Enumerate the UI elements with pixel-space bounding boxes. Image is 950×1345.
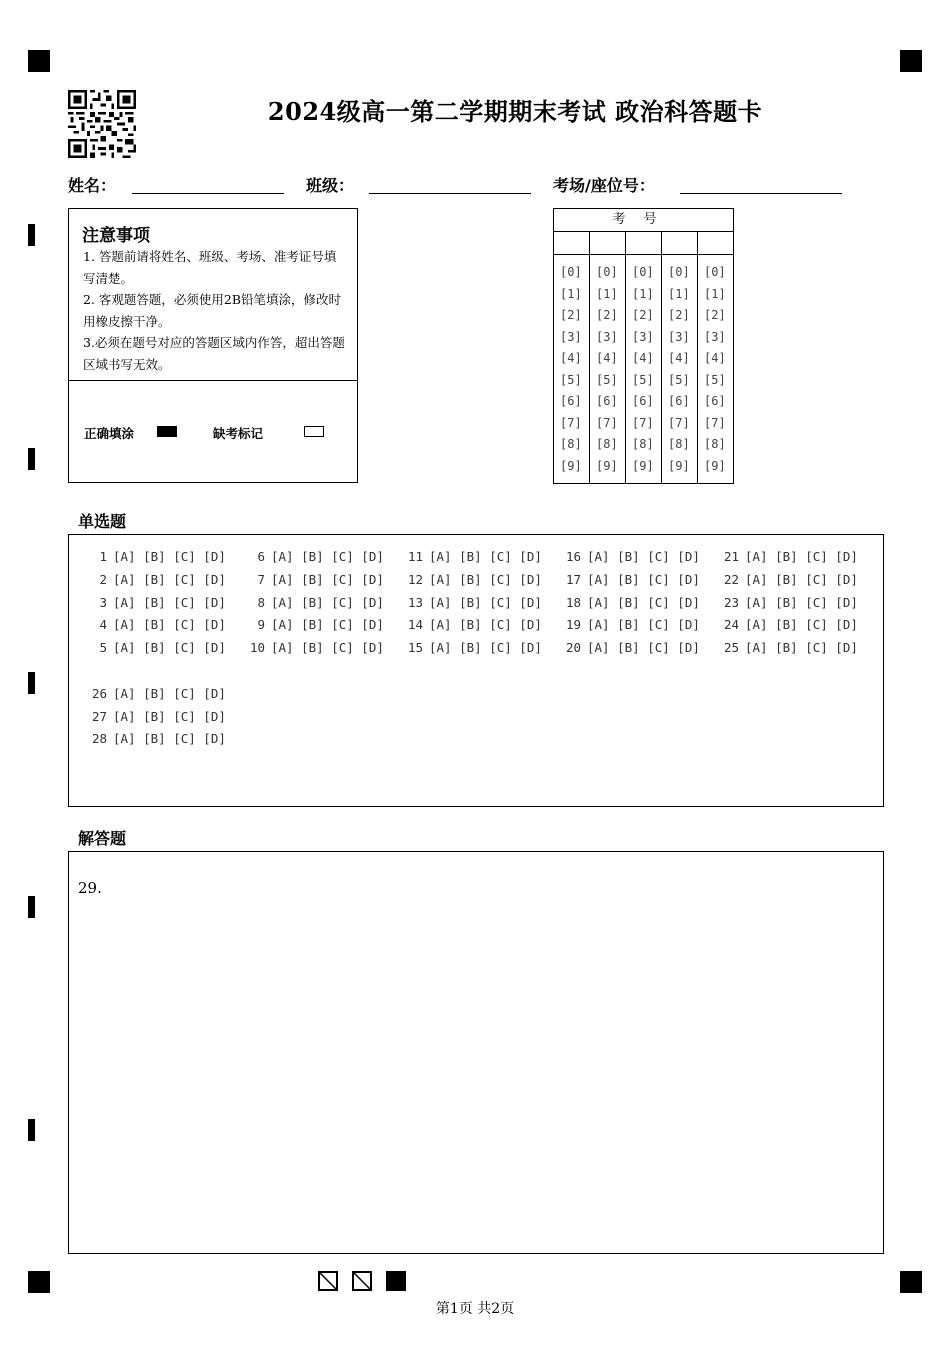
- exam-id-digit-bubble[interactable]: [1]: [668, 286, 690, 301]
- exam-id-digit-bubble[interactable]: [7]: [704, 415, 726, 430]
- answer-options[interactable]: [A] [B] [C] [D]: [745, 549, 858, 564]
- absent-label: 缺考标记: [213, 426, 264, 441]
- question-number: 6: [257, 549, 265, 564]
- corner-mark-bottom-left: [28, 1271, 50, 1293]
- notice-item: 1. 答题前请将姓名、班级、考场、准考证号填写清楚。: [83, 249, 337, 286]
- seat-label: 考场/座位号：: [553, 176, 655, 195]
- exam-id-digit-bubble[interactable]: [7]: [632, 415, 654, 430]
- exam-id-digit-bubble[interactable]: [4]: [596, 351, 618, 365]
- column-divider: [661, 231, 662, 483]
- answer-options[interactable]: [A] [B] [C] [D]: [113, 617, 226, 633]
- choice-question-row[interactable]: [241, 572, 384, 587]
- exam-id-digit-bubble[interactable]: [6]: [668, 394, 690, 408]
- choice-question-row[interactable]: [83, 549, 226, 564]
- choice-question-row[interactable]: [83, 709, 226, 724]
- timing-mark: [28, 448, 35, 470]
- question-number: 23: [723, 594, 739, 610]
- exam-id-digit-bubble[interactable]: [3]: [560, 329, 582, 344]
- choice-question-row[interactable]: [83, 686, 226, 701]
- answer-options[interactable]: [A] [B] [C] [D]: [587, 640, 700, 656]
- exam-id-digit-bubble[interactable]: [4]: [560, 351, 582, 365]
- exam-id-digit-bubble[interactable]: [2]: [668, 308, 690, 322]
- question-number: 14: [407, 617, 423, 633]
- choice-question-row[interactable]: [241, 549, 384, 564]
- answer-options[interactable]: [A] [B] [C] [D]: [745, 617, 858, 633]
- exam-id-digit-bubble[interactable]: [5]: [632, 372, 654, 387]
- exam-id-digit-bubble[interactable]: [3]: [596, 329, 618, 344]
- exam-id-digit-bubble[interactable]: [3]: [632, 329, 654, 344]
- exam-id-digit-bubble[interactable]: [5]: [704, 372, 726, 387]
- choice-question-row[interactable]: [241, 617, 384, 632]
- name-field[interactable]: [132, 193, 284, 194]
- exam-id-digit-bubble[interactable]: [3]: [704, 329, 726, 344]
- exam-id-digit-bubble[interactable]: [9]: [632, 458, 654, 473]
- choice-question-row[interactable]: [83, 617, 226, 632]
- choice-question-row[interactable]: [83, 640, 226, 655]
- column-divider: [625, 231, 626, 483]
- question-number: 22: [723, 571, 739, 587]
- choice-question-row[interactable]: [715, 617, 858, 632]
- choice-answer-box: [68, 534, 884, 807]
- question-number: 21: [723, 549, 739, 564]
- question-number: 11: [407, 549, 423, 564]
- class-field[interactable]: [369, 193, 531, 194]
- exam-id-digit-bubble[interactable]: [2]: [632, 308, 654, 322]
- exam-id-digit-bubble[interactable]: [9]: [596, 458, 618, 473]
- correct-fill-sample: [157, 426, 177, 437]
- exam-id-digit-bubble[interactable]: [9]: [668, 458, 690, 473]
- exam-id-digit-bubble[interactable]: [8]: [704, 437, 726, 451]
- exam-id-digit-bubble[interactable]: [8]: [560, 437, 582, 451]
- exam-id-digit-bubble[interactable]: [9]: [704, 458, 726, 473]
- answer-options[interactable]: [A] [B] [C] [D]: [429, 571, 542, 587]
- choice-question-row[interactable]: [83, 572, 226, 587]
- exam-id-digit-bubble[interactable]: [0]: [668, 265, 690, 279]
- exam-id-digit-bubble[interactable]: [6]: [704, 394, 726, 408]
- question-number: 5: [99, 640, 107, 656]
- exam-id-digit-bubble[interactable]: [6]: [560, 394, 582, 408]
- correct-fill-label: 正确填涂: [84, 426, 135, 441]
- choice-question-row[interactable]: [715, 572, 858, 587]
- answer-options[interactable]: [A] [B] [C] [D]: [113, 731, 226, 747]
- question-number: 20: [565, 640, 581, 656]
- question-number: 29.: [78, 879, 102, 897]
- exam-id-digit-bubble[interactable]: [1]: [560, 286, 582, 301]
- answer-options[interactable]: [A] [B] [C] [D]: [271, 571, 384, 587]
- answer-options[interactable]: [A] [B] [C] [D]: [429, 640, 542, 656]
- answer-options[interactable]: [A] [B] [C] [D]: [113, 708, 226, 724]
- exam-id-digit-bubble[interactable]: [3]: [668, 329, 690, 344]
- choice-question-row[interactable]: [83, 731, 226, 746]
- exam-id-digit-bubble[interactable]: [4]: [704, 351, 726, 365]
- choice-question-row[interactable]: [557, 640, 700, 655]
- exam-id-digit-bubble[interactable]: [0]: [704, 265, 726, 279]
- page-mark-filled: [386, 1271, 406, 1291]
- choice-question-row[interactable]: [399, 549, 542, 564]
- question-number: 9: [257, 617, 265, 633]
- corner-mark-top-right: [900, 50, 922, 72]
- exam-id-box: [553, 208, 734, 484]
- choice-question-row[interactable]: [399, 640, 542, 655]
- column-divider: [697, 231, 698, 483]
- exam-id-title: 考号: [554, 209, 733, 232]
- answer-options[interactable]: [A] [B] [C] [D]: [587, 617, 700, 633]
- timing-mark: [28, 224, 35, 246]
- question-number: 27: [91, 708, 107, 724]
- answer-options[interactable]: [A] [B] [C] [D]: [271, 640, 384, 656]
- answer-options[interactable]: [A] [B] [C] [D]: [113, 594, 226, 610]
- choice-question-row[interactable]: [241, 640, 384, 655]
- answer-section-title: 解答题: [78, 829, 127, 848]
- choice-question-row[interactable]: [83, 595, 226, 610]
- exam-id-digit-bubble[interactable]: [8]: [668, 437, 690, 451]
- name-label: 姓名：: [68, 176, 117, 195]
- exam-id-digit-bubble[interactable]: [6]: [596, 394, 618, 408]
- question-number: 2: [99, 571, 107, 587]
- exam-id-digit-bubble[interactable]: [9]: [560, 458, 582, 473]
- answer-options[interactable]: [A] [B] [C] [D]: [745, 571, 858, 587]
- answer-options[interactable]: [A] [B] [C] [D]: [429, 549, 542, 564]
- question-number: 4: [99, 617, 107, 633]
- absent-checkbox[interactable]: [304, 426, 324, 437]
- question-number: 8: [257, 594, 265, 610]
- answer-options[interactable]: [A] [B] [C] [D]: [271, 617, 384, 633]
- notice-item: 2. 客观题答题，必须使用2B铅笔填涂，修改时用橡皮擦干净。: [83, 292, 342, 329]
- exam-id-write-row: [554, 254, 733, 255]
- answer-options[interactable]: [A] [B] [C] [D]: [113, 571, 226, 587]
- answer-options[interactable]: [A] [B] [C] [D]: [587, 571, 700, 587]
- corner-mark-top-left: [28, 50, 50, 72]
- answer-options[interactable]: [A] [B] [C] [D]: [429, 594, 542, 610]
- exam-id-digit-bubble[interactable]: [5]: [560, 372, 582, 387]
- question-number: 1: [99, 549, 107, 564]
- exam-id-digit-bubble[interactable]: [5]: [668, 372, 690, 387]
- question-number: 28: [91, 731, 107, 747]
- answer-options[interactable]: [A] [B] [C] [D]: [271, 594, 384, 610]
- choice-question-row[interactable]: [715, 640, 858, 655]
- choice-question-row[interactable]: [715, 595, 858, 610]
- timing-mark: [28, 672, 35, 694]
- question-number: 7: [257, 571, 265, 587]
- question-number: 19: [565, 617, 581, 633]
- exam-id-digit-bubble[interactable]: [4]: [632, 351, 654, 365]
- answer-options[interactable]: [A] [B] [C] [D]: [587, 549, 700, 564]
- question-number: 12: [407, 571, 423, 587]
- exam-id-digit-bubble[interactable]: [2]: [560, 308, 582, 322]
- exam-id-digit-bubble[interactable]: [1]: [632, 286, 654, 301]
- page-mark-slashed: [318, 1271, 338, 1291]
- choice-question-row[interactable]: [715, 549, 858, 564]
- exam-id-digit-bubble[interactable]: [0]: [596, 265, 618, 279]
- exam-id-digit-bubble[interactable]: [0]: [632, 265, 654, 279]
- timing-mark: [28, 896, 35, 918]
- question-number: 15: [407, 640, 423, 656]
- corner-mark-bottom-right: [900, 1271, 922, 1293]
- choice-question-row[interactable]: [399, 617, 542, 632]
- choice-question-row[interactable]: [557, 572, 700, 587]
- exam-id-digit-bubble[interactable]: [8]: [632, 437, 654, 451]
- question-number: 18: [565, 594, 581, 610]
- seat-field[interactable]: [680, 193, 842, 194]
- page-footer: 第1页 共2页: [435, 1301, 515, 1317]
- question-number: 24: [723, 617, 739, 633]
- timing-mark: [28, 1119, 35, 1141]
- class-label: 班级：: [306, 176, 355, 195]
- exam-id-digit-bubble[interactable]: [1]: [704, 286, 726, 301]
- notice-item: 3.必须在题号对应的答题区域内作答，超出答题区域书写无效。: [83, 335, 345, 372]
- question-number: 26: [91, 685, 107, 701]
- notice-box: [68, 208, 358, 483]
- exam-id-digit-bubble[interactable]: [4]: [668, 351, 690, 365]
- answer-options[interactable]: [A] [B] [C] [D]: [113, 640, 226, 656]
- choice-question-row[interactable]: [399, 595, 542, 610]
- choice-section-title: 单选题: [78, 512, 127, 531]
- notice-divider: [69, 380, 357, 381]
- choice-question-row[interactable]: [241, 595, 384, 610]
- question-number: 13: [407, 594, 423, 610]
- answer-options[interactable]: [A] [B] [C] [D]: [587, 594, 700, 610]
- answer-options[interactable]: [A] [B] [C] [D]: [745, 594, 858, 610]
- question-number: 10: [249, 640, 265, 656]
- exam-id-digit-bubble[interactable]: [1]: [596, 286, 618, 301]
- notice-heading: 注意事项: [82, 226, 150, 246]
- exam-id-digit-bubble[interactable]: [7]: [668, 415, 690, 430]
- question-number: 3: [99, 594, 107, 610]
- answer-options[interactable]: [A] [B] [C] [D]: [745, 640, 858, 656]
- page-title: 2024级高一第二学期期末考试 政治科答题卡: [267, 97, 763, 126]
- answer-options[interactable]: [A] [B] [C] [D]: [271, 549, 384, 564]
- exam-id-digit-bubble[interactable]: [0]: [560, 265, 582, 279]
- choice-question-row[interactable]: [557, 549, 700, 564]
- choice-question-row[interactable]: [557, 617, 700, 632]
- exam-id-digit-bubble[interactable]: [8]: [596, 437, 618, 451]
- choice-question-row[interactable]: [557, 595, 700, 610]
- exam-id-digit-bubble[interactable]: [7]: [560, 415, 582, 430]
- exam-id-digit-bubble[interactable]: [2]: [596, 308, 618, 322]
- answer-box[interactable]: [68, 851, 884, 1254]
- choice-question-row[interactable]: [399, 572, 542, 587]
- exam-id-digit-bubble[interactable]: [7]: [596, 415, 618, 430]
- answer-options[interactable]: [A] [B] [C] [D]: [113, 549, 226, 564]
- exam-id-digit-bubble[interactable]: [5]: [596, 372, 618, 387]
- column-divider: [589, 231, 590, 483]
- question-number: 16: [565, 549, 581, 564]
- answer-options[interactable]: [A] [B] [C] [D]: [429, 617, 542, 633]
- question-number: 25: [723, 640, 739, 656]
- answer-options[interactable]: [A] [B] [C] [D]: [113, 685, 226, 701]
- exam-id-digit-bubble[interactable]: [2]: [704, 308, 726, 322]
- page-mark-slashed: [352, 1271, 372, 1291]
- exam-id-digit-bubble[interactable]: [6]: [632, 394, 654, 408]
- question-number: 17: [565, 571, 581, 587]
